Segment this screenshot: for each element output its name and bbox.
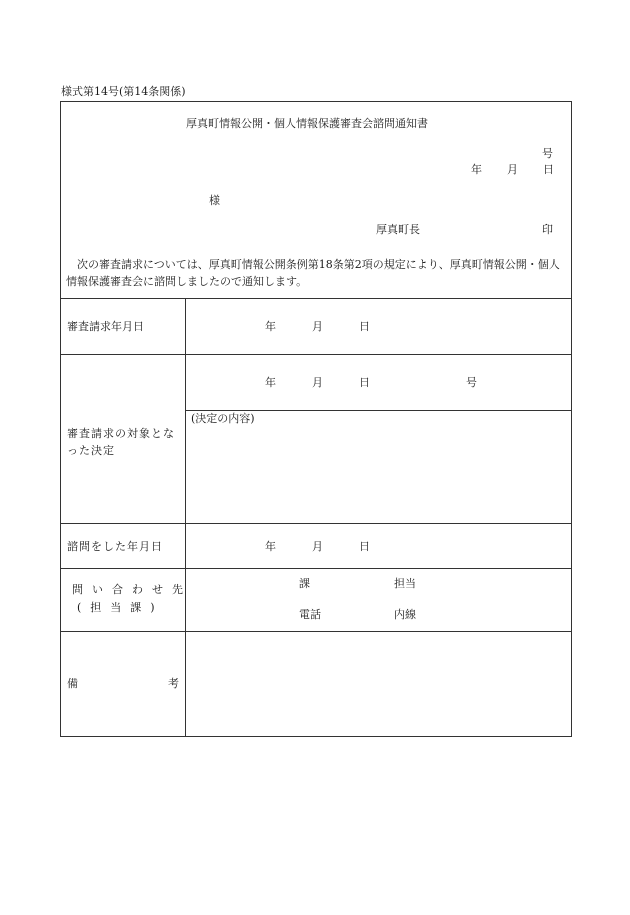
divider-request-date [60,354,572,355]
divider-consult-date [60,568,572,569]
contact-person: 担当 [394,577,416,590]
request-date-day: 日 [359,320,370,333]
divider-decision-inner [185,410,572,411]
notice-date-year: 年 [471,163,482,176]
divider-contact [60,631,572,632]
contact-sublabel: (担当課) [77,601,164,614]
remarks-label-left: 備 [67,677,78,690]
consult-date-day: 日 [359,540,370,553]
consult-date-month: 月 [312,540,323,553]
notice-number-suffix: 号 [542,147,553,160]
contact-label: 問い合わせ先 [72,583,192,596]
target-decision-year: 年 [265,376,276,389]
target-decision-label: 審査請求の対象となった決定 [67,427,175,457]
notice-title: 厚真町情報公開・個人情報保護審査会諮問通知書 [186,117,428,130]
divider-notice [60,298,572,299]
request-date-year: 年 [265,320,276,333]
contact-section: 課 [299,577,310,590]
request-date-label: 審査請求年月日 [67,320,144,333]
divider-decision [60,523,572,524]
notice-date-month: 月 [507,163,518,176]
notice-date-day: 日 [543,163,554,176]
form-border [60,101,572,737]
form-number: 様式第14号(第14条関係) [61,85,186,98]
target-decision-day: 日 [359,376,370,389]
addressee-honorific: 様 [209,194,220,207]
consult-date-label: 諮問をした年月日 [67,540,163,553]
sender-name: 厚真町長 [376,223,420,236]
consult-date-year: 年 [265,540,276,553]
target-decision-month: 月 [312,376,323,389]
remarks-label-right: 考 [168,677,179,690]
seal-mark: 印 [542,223,553,236]
target-decision-number: 号 [466,376,477,389]
notice-body: 次の審査請求については、厚真町情報公開条例第18条第2項の規定により、厚真町情報公開・個人情報保護審査会に諮問しましたので通知します。 [66,258,560,288]
decision-content-label: (決定の内容) [191,412,255,425]
contact-extension: 内線 [394,608,416,621]
contact-phone: 電話 [299,608,321,621]
request-date-month: 月 [312,320,323,333]
label-column-divider [185,298,186,737]
